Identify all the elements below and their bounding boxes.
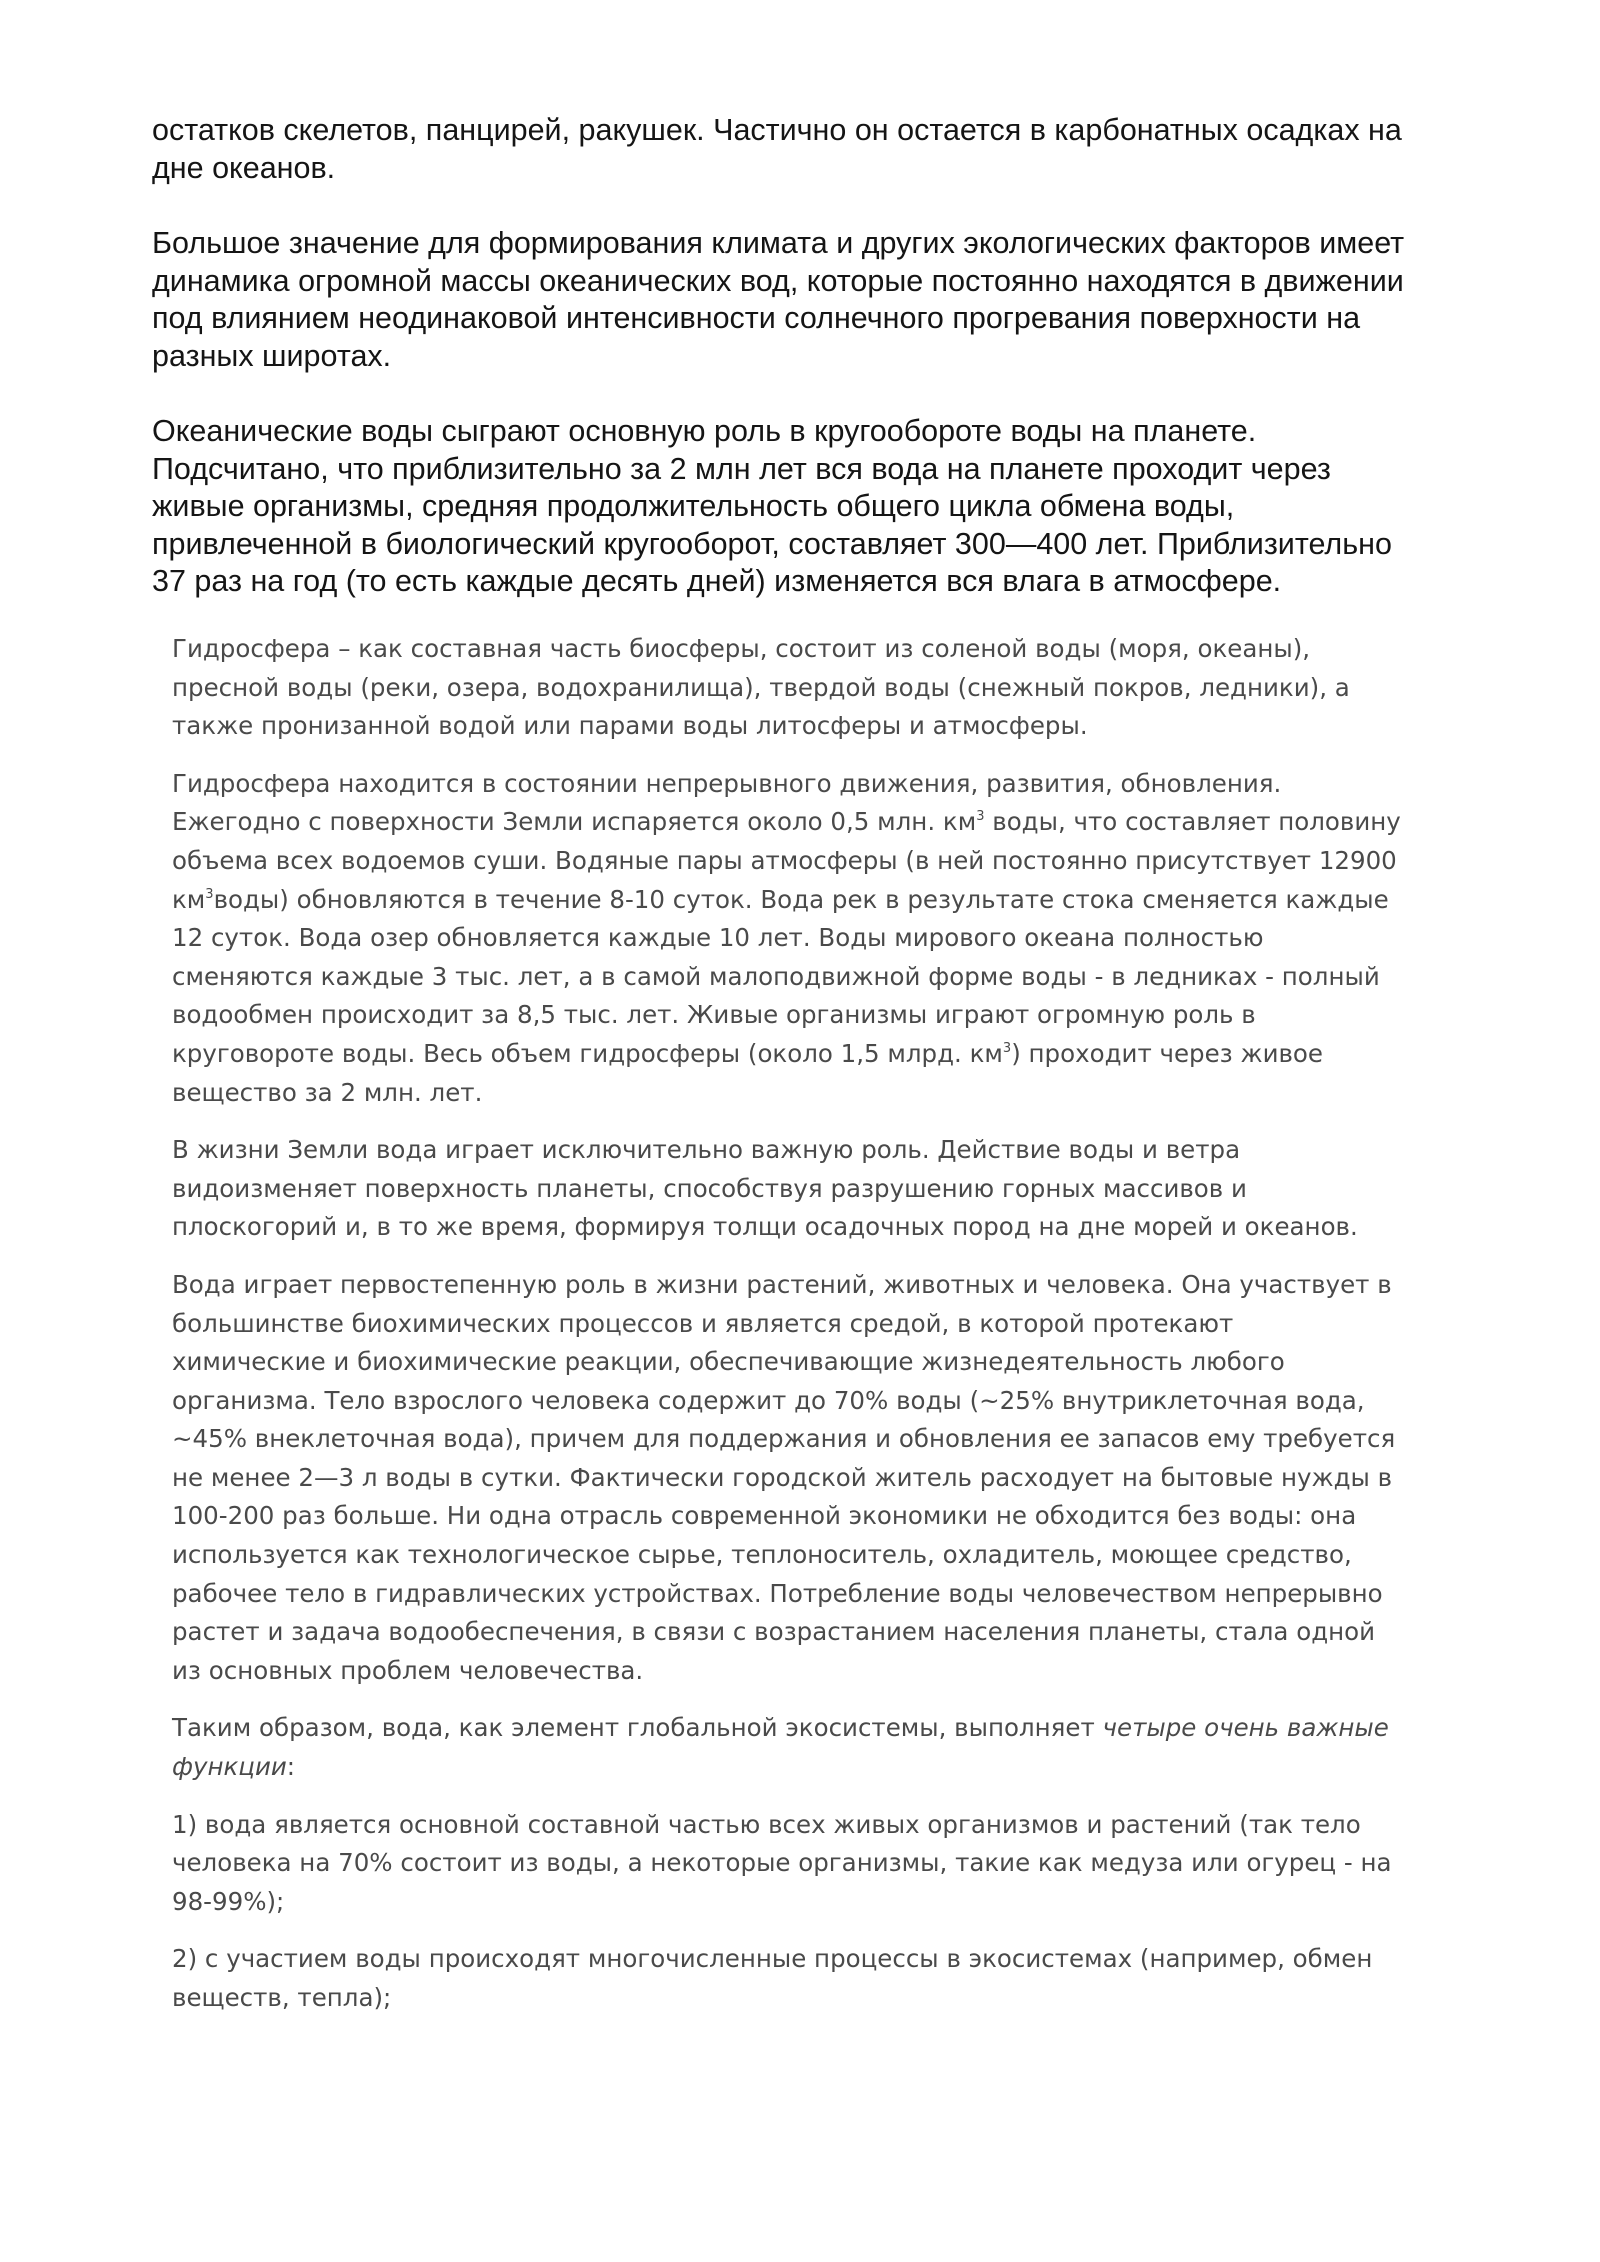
- paragraph-upper-3: [152, 413, 1492, 601]
- text-line: Ежегодно с поверхности Земли испаряется около 0,5 млн. км: [172, 807, 977, 837]
- text-line: 12 суток. Вода озер обновляется каждые 10 лет. Воды мирового океана полностью: [172, 923, 1264, 953]
- text-line: видоизменяет поверхность планеты, способствуя разрушению горных массивов и: [172, 1173, 1247, 1203]
- paragraph-hydrosphere-cycle: [172, 765, 1492, 1112]
- text-line: водообмен происходит за 8,5 тыс. лет. Живые организмы играют огромную роль в: [172, 1000, 1256, 1030]
- text-line: не менее 2—3 л воды в сутки. Фактически городской житель расходует на бытовые нужды в: [172, 1462, 1393, 1492]
- text-line: из основных проблем человечества.: [172, 1655, 644, 1685]
- text-line: живые организмы, средняя продолжительность общего цикла обмена воды,: [152, 489, 1235, 523]
- text-line: привлеченной в биологический кругооборот, составляет 300—400 лет. Приблизительно: [152, 526, 1392, 561]
- text-line: ) проходит через живое: [1011, 1038, 1323, 1068]
- superscript: 3: [205, 886, 214, 902]
- text-line: используется как технологическое сырье, теплоноситель, охладитель, моющее средство,: [172, 1540, 1352, 1570]
- text-line: Большое значение для формирования климата и других экологических факторов имеет: [152, 226, 1405, 260]
- text-line: под влиянием неодинаковой интенсивности солнечного прогревания поверхности на: [152, 301, 1361, 335]
- text-line: Подсчитано, что приблизительно за 2 млн лет вся вода на планете проходит через: [152, 451, 1331, 486]
- text-line: Вода играет первостепенную роль в жизни растений, животных и человека. Она участвует в: [172, 1269, 1392, 1299]
- emphasis-text: четыре очень важные: [1102, 1713, 1389, 1743]
- text-line: дне океанов.: [152, 150, 336, 185]
- paragraph-upper-1: [152, 112, 1492, 187]
- text-line: остатков скелетов, панцирей, ракушек. Частично он остается в карбонатных осадках на: [152, 113, 1402, 147]
- text-line: 1) вода является основной составной частью всех живых организмов и растений (так тело: [172, 1809, 1361, 1839]
- paragraph-water-role-earth: [172, 1131, 1492, 1247]
- text-line: растет и задача водообеспечения, в связи с возрастанием населения планеты, стала одной: [172, 1617, 1376, 1647]
- text-line: объема всех водоемов суши. Водяные пары атмосферы (в ней постоянно присутствует 12900: [172, 845, 1397, 875]
- paragraph-water-functions-intro: [172, 1709, 1492, 1786]
- list-item-function-2: [172, 1940, 1492, 2017]
- text-line: человека на 70% состоит из воды, а некоторые организмы, такие как медуза или огурец - на: [172, 1848, 1392, 1878]
- text-line: пресной воды (реки, озера, водохранилища), твердой воды (снежный покров, ледники), а: [172, 672, 1350, 702]
- text-line: плоскогорий и, в то же время, формируя толщи осадочных пород на дне морей и океанов.: [172, 1212, 1358, 1242]
- text-line: Гидросфера – как составная часть биосферы, состоит из соленой воды (моря, океаны),: [172, 634, 1311, 663]
- text-line: вещество за 2 млн. лет.: [172, 1077, 483, 1107]
- emphasis-text: функции: [172, 1752, 287, 1782]
- text-line: воды) обновляются в течение 8-10 суток. Вода рек в результате стока сменяется каждые: [213, 884, 1389, 914]
- text-line: ~45% внеклеточная вода), причем для поддержания и обновления ее запасов ему требуется: [172, 1424, 1396, 1454]
- paragraph-upper-2: [152, 225, 1492, 375]
- text-line: большинстве биохимических процессов и является средой, в которой протекают: [172, 1308, 1234, 1338]
- text-line: :: [286, 1752, 296, 1782]
- text-line: организма. Тело взрослого человека содержит до 70% воды (~25% внутриклеточная вода,: [172, 1385, 1365, 1415]
- text-line: химические и биохимические реакции, обеспечивающие жизнедеятельность любого: [172, 1347, 1285, 1377]
- text-line: Океанические воды сыграют основную роль в кругообороте воды на планете.: [152, 414, 1257, 448]
- text-line: динамика огромной массы океанических вод, которые постоянно находятся в движении: [152, 263, 1404, 298]
- text-line: круговороте воды. Весь объем гидросферы (около 1,5 млрд. км: [172, 1038, 1003, 1068]
- text-line: Таким образом, вода, как элемент глобальной экосистемы, выполняет: [172, 1713, 1103, 1743]
- superscript: 3: [1002, 1040, 1012, 1056]
- text-line: также пронизанной водой или парами воды литосферы и атмосферы.: [172, 711, 1088, 741]
- text-line: Гидросфера находится в состоянии непрерывного движения, развития, обновления.: [172, 768, 1282, 798]
- text-line: веществ, тепла);: [172, 1983, 392, 2012]
- paragraph-water-role-life: [172, 1266, 1492, 1691]
- upper-text-block: [152, 112, 1492, 601]
- text-line: разных широтах.: [152, 338, 392, 373]
- text-line: воды, что составляет половину: [984, 807, 1401, 837]
- text-line: 37 раз на год (то есть каждые десять дней) изменяется вся влага в атмосфере.: [152, 564, 1282, 598]
- text-line: 98-99%);: [172, 1886, 285, 1916]
- list-item-function-1: [172, 1806, 1492, 1922]
- lower-text-block: [172, 630, 1492, 2037]
- superscript: 3: [976, 809, 985, 825]
- text-line: км: [172, 884, 206, 914]
- text-line: В жизни Земли вода играет исключительно важную роль. Действие воды и ветра: [172, 1135, 1241, 1165]
- text-line: рабочее тело в гидравлических устройствах. Потребление воды человечеством непрерывно: [172, 1578, 1383, 1608]
- paragraph-hydrosphere-composition: [172, 630, 1492, 746]
- text-line: 100-200 раз больше. Ни одна отрасль современной экономики не обходится без воды: она: [172, 1501, 1357, 1531]
- text-line: сменяются каждые 3 тыс. лет, а в самой малоподвижной форме воды - в ледниках - полный: [172, 961, 1380, 991]
- text-line: 2) с участием воды происходят многочисленные процессы в экосистемах (например, обмен: [172, 1944, 1373, 1974]
